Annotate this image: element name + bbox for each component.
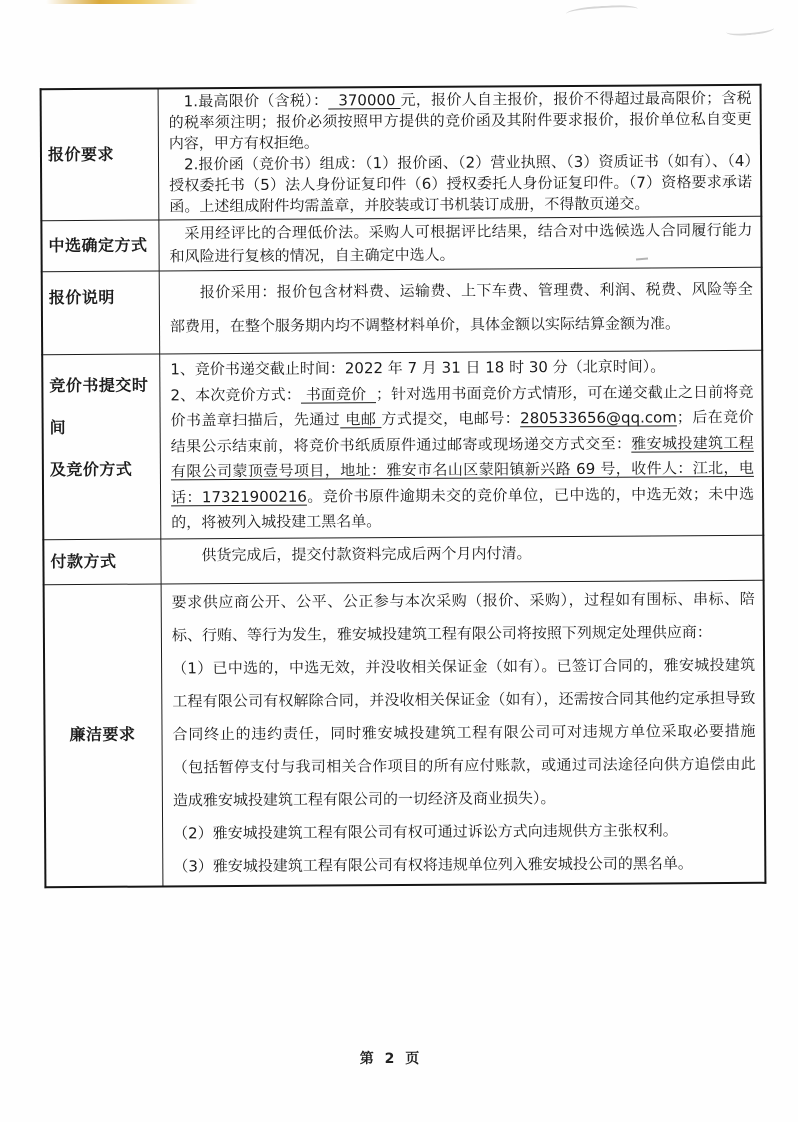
- underlined-text: 280533656@qq.com: [520, 408, 677, 428]
- paragraph: [170, 354, 753, 383]
- table-row-bid-submission-time-and-method: [42, 350, 763, 539]
- underlined-text: 370000: [328, 91, 401, 110]
- paragraph: [171, 540, 754, 566]
- row-content-quote-requirements: [158, 85, 761, 220]
- paragraph: [173, 846, 756, 883]
- underlined-text: 书面竞价: [300, 384, 377, 404]
- page-number: 第 2 页: [359, 1051, 423, 1067]
- row-content-quote-description: [159, 267, 762, 354]
- row-content-bid-submission-time-and-method: [160, 350, 764, 538]
- scan-artifact-pencil-mark: [726, 22, 775, 38]
- paragraph: [169, 151, 752, 218]
- text: （2）雅安城投建筑工程有限公司有权可通过诉讼方式向违规供方主张权利。: [173, 820, 678, 842]
- scan-artifact-pencil-mark: [566, 4, 639, 20]
- row-label-payment-method: 付款方式: [43, 538, 161, 584]
- text: 元，报价人自主报价，报价不得超过最高限价；含税的税率须注明；报价必须按照甲方提供的竞价函及其附件要求报价，报价单位私自变更内容，甲方有权拒绝。: [168, 88, 752, 153]
- paragraph: [172, 582, 755, 652]
- text: 。竞价书原件逾期未交的竞价单位，已中选的，中选无效；未中选的，将被列入城投建工黑名单。: [171, 484, 755, 532]
- paragraph: [169, 88, 752, 155]
- scan-artifact-yellow-strip: [46, 0, 198, 4]
- text: ；针对选用书面竞价方式情形，可在递交截止之日前将竞价书盖章扫描后，先通过: [170, 382, 754, 430]
- table-row-payment-method: [43, 535, 763, 584]
- row-content-selection-method: [159, 216, 762, 271]
- text: 要求供应商公开、公平、公正参与本次采购（报价、采购），过程如有围标、串标、陪标、行贿、等行为发生，雅安城投建筑工程有限公司将按照下列规定处理供应商：: [171, 589, 755, 644]
- table-row-selection-method: [41, 216, 761, 271]
- underlined-text: 电邮: [340, 410, 382, 429]
- row-label-integrity-requirements: 廉洁要求: [44, 583, 163, 886]
- text: 报价采用：报价包含材料费、运输费、上下车费、管理费、利润、税费、风险等全部费用，在整个服务期内均不调整材料单价，具体金额以实际结算金额为准。: [169, 279, 753, 336]
- text: 供货完成后，提交付款资料完成后两个月内付清。: [201, 543, 532, 564]
- text: 2.报价函（竞价书）组成：（1）报价函、（2）营业执照、（3）资质证书（如有）、（4）授权委托书（5）法人身份证复印件（6）授权委托人身份证复印件。（7）资格要求承诺函。上述组成附件均需盖章，并胶装或订书机装订成册，不得散页递交。: [169, 151, 753, 216]
- row-label-selection-method: 中选确定方式: [41, 220, 159, 272]
- table-row-integrity-requirements: [44, 580, 766, 887]
- text: 采用经评比的合理低价法。采购人可根据评比结果，结合对中选候选人合同履行能力和风险进行复核的情况，自主确定中选人。: [169, 220, 753, 266]
- paragraph: [170, 379, 754, 536]
- procurement-terms-table: [40, 84, 767, 888]
- paragraph: [173, 813, 756, 850]
- paragraph: [170, 272, 753, 344]
- table-row-quote-description: [42, 267, 762, 354]
- row-content-integrity-requirements: [161, 580, 765, 886]
- text: 2、本次竞价方式：: [170, 385, 301, 404]
- row-label-bid-submission-time-and-method: 竞价书提交时间 及竞价方式: [42, 354, 161, 539]
- text: 1.最高限价（含税）：: [183, 91, 329, 111]
- paragraph: [172, 648, 756, 817]
- underlined-text: 雅安城投建筑工程有限公司蒙顶壹号项目，地址：雅安市名山区蒙阳镇新兴路 69 号，收件人：江北，电话：17321900216: [170, 433, 754, 506]
- table-row-quote-requirements: [41, 85, 762, 221]
- text: 1、竞价书递交截止时间：2022 年 7 月 31 日 18 时 30 分（北京时间）。: [170, 357, 666, 379]
- text: ；后在竞价结果公示结束前，将竞价书纸质原件通过邮寄或现场递交方式交至：: [170, 407, 754, 455]
- row-content-payment-method: [161, 535, 764, 584]
- row-label-quote-requirements: 报价要求: [41, 88, 159, 220]
- text: （3）雅安城投建筑工程有限公司有权将违规单位列入雅安城投公司的黑名单。: [173, 853, 693, 875]
- text: （1）已中选的，中选无效，并没收相关保证金（如有）。已签订合同的，雅安城投建筑工程有限公司有权解除合同，并没收相关保证金（如有），还需按合同其他约定承担导致合同终止的违约责任，同时雅安城投建筑工程有限公司可对违规方单位采取必要措施（包括暂停支付与我司相关合作项目的所有应付账款，或通过司法途径向供方追偿由此造成雅安城投建筑工程有限公司的一切经济及商业损失）。: [172, 655, 756, 809]
- row-label-quote-description: 报价说明: [42, 271, 160, 355]
- paragraph: [169, 219, 752, 269]
- text: 方式提交，电邮号：: [381, 409, 521, 429]
